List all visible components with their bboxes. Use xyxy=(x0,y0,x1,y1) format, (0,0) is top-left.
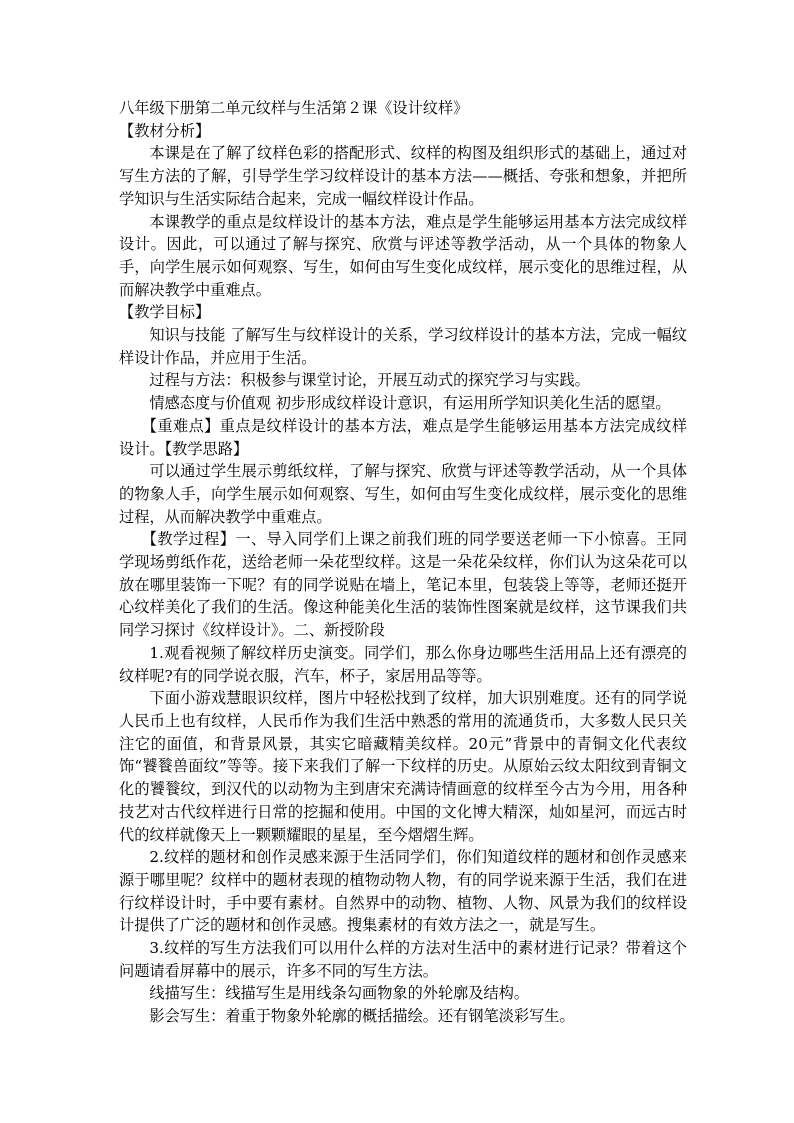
process-item-1b: 下面小游戏慧眼识纹样，图片中轻松找到了纹样，加大识别难度。还有的同学说人民币上也有纹样，人民币作为我们生活中熟悉的常用的流通货币，大多数人民只关注它的面值，和背景风景，其实它暗藏精美纹样。20元”背景中的青铜文化代表纹饰“饕餮兽面纹”等等。接下来我们了解一下纹样的历史。从原始云纹太阳纹到青铜文化的饕餮纹，到汉代的以动物为主到唐宋充满诗情画意的纹样至今古为今用，用各种技艺对古代纹样进行日常的挖掘和使用。中国的文化博大精深，灿如星河，而远古时代的纹样就像天上一颗颗耀眼的星星，至今熠熠生辉。 xyxy=(119,689,687,844)
key-points-paragraph: 【重难点】重点是纹样设计的基本方法，难点是学生能够运用基本方法完成纹样设计。【教学思路】 xyxy=(119,416,687,458)
analysis-paragraph-1: 本课是在了解了纹样色彩的搭配形式、纹样的构图及组织形式的基础上，通过对写生方法的了解，引导学生学习纹样设计的基本方法——概括、夸张和想象，并把所学知识与生活实际结合起来，完成一幅纹样设计作品。 xyxy=(119,144,687,208)
process-item-3: 3.纹样的写生方法我们可以用什么样的方法对生活中的素材进行记录？带着这个问题请看屏幕中的展示，许多不同的写生方法。 xyxy=(119,939,687,980)
silhouette-sketch-paragraph: 影会写生：着重于物象外轮廓的概括描绘。还有钢笔淡彩写生。 xyxy=(149,1007,575,1026)
goal-process-methods: 过程与方法：积极参与课堂讨论，开展互动式的探究学习与实践。 xyxy=(149,371,590,390)
process-item-2: 2.纹样的题材和创作灵感来源于生活同学们，你们知道纹样的题材和创作灵感来源于哪里呢？纹样中的题材表现的植物动物人物，有的同学说来源于生活，我们在进行纹样设计时，手中要有素材。自然界中的动物、植物、人物、风景为我们的纹样设计提供了广泛的题材和创作灵感。搜集素材的有效方法之一，就是写生。 xyxy=(119,848,687,935)
goal-knowledge-skills: 知识与技能 了解写生与纹样设计的关系，学习纹样设计的基本方法，完成一幅纹样设计作品，并应用于生活。 xyxy=(119,326,687,367)
teaching-approach-paragraph: 可以通过学生展示剪纸纹样，了解与探究、欣赏与评述等教学活动，从一个具体的物象人手，向学生展示如何观察、写生，如何由写生变化成纹样，展示变化的思维过程，从而解决教学中重难点。 xyxy=(119,462,687,526)
analysis-paragraph-2: 本课教学的重点是纹样设计的基本方法，难点是学生能够运用基本方法完成纹样设计。因此，可以通过了解与探究、欣赏与评述等教学活动，从一个具体的物象人手，向学生展示如何观察、写生，如何由写生变化成纹样，展示变化的思维过程，从而解决教学中重难点。 xyxy=(119,212,687,299)
teaching-process-paragraph: 【教学过程】一、导入同学们上课之前我们班的同学要送老师一下小惊喜。王同学现场剪纸作花，送给老师一朵花型纹样。这是一朵花朵纹样，你们认为这朵花可以放在哪里装饰一下呢？有的同学说贴在墙上，笔记本里，包装袋上等等，老师还挺开心纹样美化了我们的生活。像这种能美化生活的装饰性图案就是纹样，这节课我们共同学习探讨《纹样设计》。二、新授阶段 xyxy=(119,530,687,640)
goals-heading: 【教学目标】 xyxy=(119,303,211,322)
goal-attitude-values: 情感态度与价值观 初步形成纹样设计意识，有运用所学知识美化生活的愿望。 xyxy=(149,394,671,413)
process-item-1a: 1.观看视频了解纹样历史演变。同学们，那么你身边哪些生活用品上还有漂亮的纹样呢?有的同学说衣服，汽车，杯子，家居用品等等。 xyxy=(119,643,687,685)
document-page xyxy=(119,97,687,1028)
line-sketch-paragraph: 线描写生：线描写生是用线条勾画物象的外轮廓及结构。 xyxy=(149,984,530,1003)
document-title: 八年级下册第二单元纹样与生活第２课《设计纹样》 xyxy=(119,99,469,117)
analysis-heading: 【教材分析】 xyxy=(119,121,211,140)
